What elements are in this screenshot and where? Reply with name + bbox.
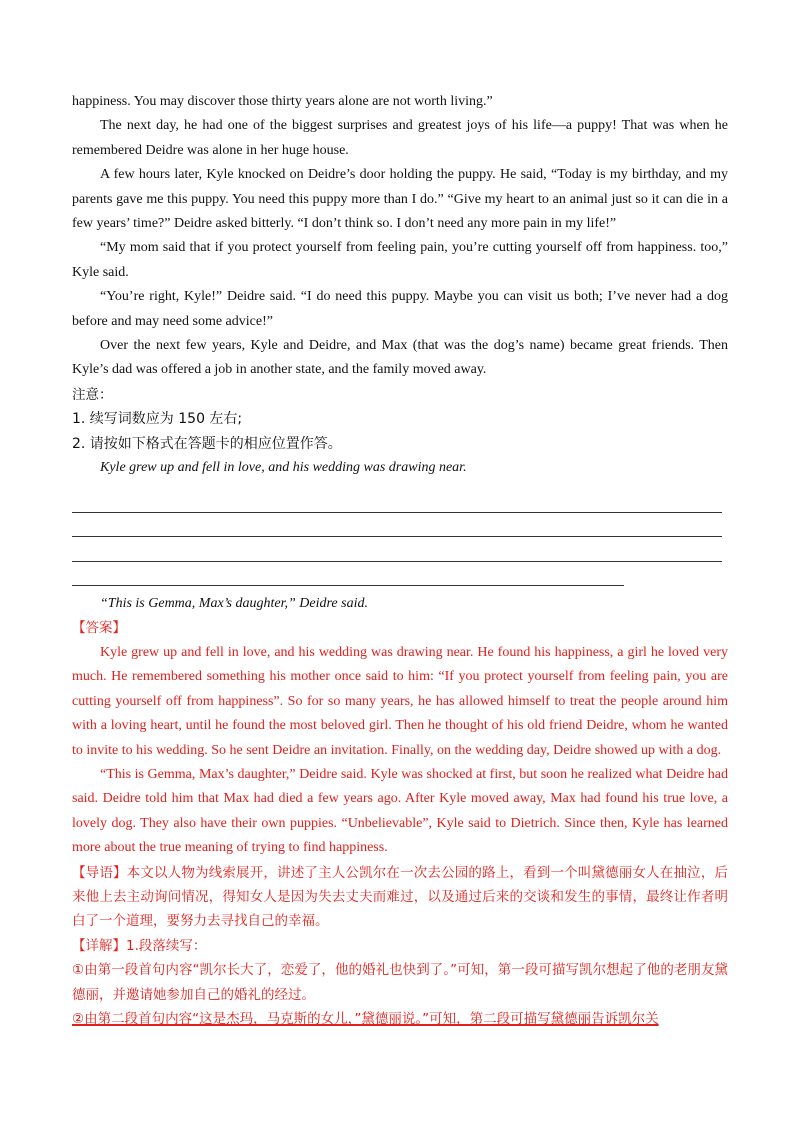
- detail-label: 【详解】1.段落续写：: [72, 937, 207, 954]
- story-paragraph: The next day, he had one of the biggest surprises and greatest joys of his life—a puppy! That was when he remembered Deidre was alone in her huge house.: [72, 118, 728, 158]
- answer-writing-lines: [72, 489, 728, 587]
- story-paragraph: “My mom said that if you protect yourself from feeling pain, you’re cutting yourself off from happiness. too,” Kyle said.: [72, 240, 728, 280]
- writing-line: [72, 537, 722, 561]
- guide-paragraph: 【导语】本文以人物为线索展开，讲述了主人公凯尔在一次去公园的路上，看到一个叫黛德丽女人在抽泣，后来他上去主动询问情况，得知女人是因为失去丈夫而难过，以及通过后来的交谈和发生的事情，最终让作者明白了一个道理，要努力去寻找自己的幸福。: [72, 864, 728, 930]
- note-item: 2. 请按如下格式在答题卡的相应位置作答。: [72, 435, 342, 452]
- story-paragraph: Over the next few years, Kyle and Deidre, and Max (that was the dog’s name) became great friends. Then Kyle’s dad was offered a job in another state, and the family moved away.: [72, 338, 728, 378]
- writing-prompt-start: Kyle grew up and fell in love, and his wedding was drawing near.: [100, 460, 467, 476]
- writing-line: [72, 562, 624, 586]
- notes-heading: 注意：: [72, 386, 113, 403]
- story-paragraph: “You’re right, Kyle!” Deidre said. “I do need this puppy. Maybe you can visit us both; I’ve never had a dog before and may need some advice!”: [72, 289, 728, 329]
- writing-line: [72, 489, 722, 513]
- story-paragraph: happiness. You may discover those thirty years alone are not worth living.”: [72, 94, 493, 109]
- answer-paragraph: Kyle grew up and fell in love, and his wedding was drawing near. He found his happiness, a girl he loved very much. He remembered something his mother once said to him: “If you protect yourself from feeling pain, you are cutting yourself off from happiness”. So for so many years, he has allowed himself to treat the people around him with a loving heart, until he found the most beloved girl. Then he thought of his old friend Deidre, whom he wanted to invite to his wedding. So he sent Deidre an invitation. Finally, on the wedding day, Deidre showed up with a dog.: [72, 644, 728, 758]
- writing-prompt-second: “This is Gemma, Max’s daughter,” Deidre said.: [100, 596, 368, 612]
- detail-item: ②由第二段首句内容“这是杰玛，马克斯的女儿，”黛德丽说。”可知，第二段可描写黛德丽告诉凯尔关: [72, 1010, 659, 1027]
- note-item: 1. 续写词数应为 150 左右;: [72, 411, 243, 428]
- answer-paragraph: “This is Gemma, Max’s daughter,” Deidre said. Kyle was shocked at first, but soon he realized what Deidre had said. Deidre told him that Max had died a few years ago. After Kyle moved away, Max had found his true love, a lovely dog. They also have their own puppies. “Unbelievable”, Kyle said to Dietrich. Since then, Kyle has learned more about the true meaning of trying to find happiness.: [72, 766, 728, 856]
- story-paragraph: A few hours later, Kyle knocked on Deidre’s door holding the puppy. He said, “Today is my birthday, and my parents gave me this puppy. You need this puppy more than I do.” “Give my heart to an animal just so it can die in a few years’ time?” Deidre asked bitterly. “I don’t think so. I don’t need any more pain in my life!”: [72, 167, 728, 232]
- writing-line: [72, 513, 722, 537]
- document-content: [72, 90, 728, 1031]
- answer-label: 【答案】: [72, 620, 126, 637]
- detail-item: ①由第一段首句内容“凯尔长大了，恋爱了，他的婚礼也快到了。”可知，第一段可描写凯尔想起了他的老朋友黛德丽，并邀请她参加自己的婚礼的经过。: [72, 962, 728, 1003]
